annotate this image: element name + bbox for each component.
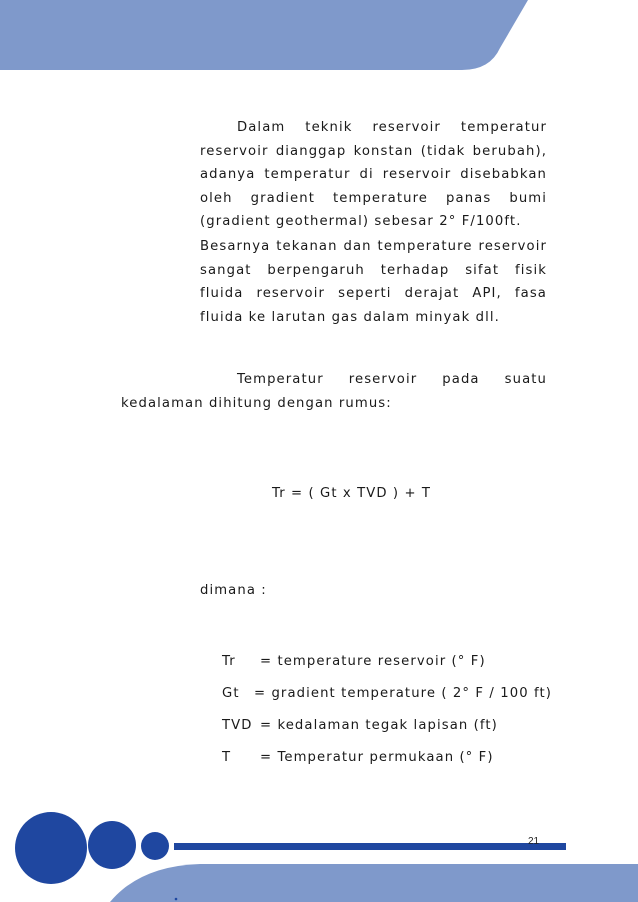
definition-meaning: = kedalaman tegak lapisan (ft) bbox=[260, 717, 498, 733]
definition-row bbox=[222, 677, 552, 709]
definition-symbol: Gt bbox=[222, 685, 240, 701]
definition-row bbox=[222, 709, 552, 741]
where-label: dimana : bbox=[200, 583, 267, 598]
definition-meaning: = temperature reservoir (° F) bbox=[260, 653, 486, 669]
definition-meaning: = gradient temperature ( 2° F / 100 ft) bbox=[254, 685, 552, 701]
paragraph-pressure-temperature-effect: Besarnya tekanan dan temperature reservoir sangat berpengaruh terhadap sifat fisik fluida reservoir seperti derajat API, fasa fluida ke larutan gas dalam minyak dll. bbox=[200, 239, 547, 325]
formula: Tr = ( Gt x TVD ) + T bbox=[272, 486, 432, 501]
page-number: 21 bbox=[528, 836, 540, 847]
paragraph-formula-intro: Temperatur reservoir pada suatu kedalaman dihitung dengan rumus: bbox=[121, 372, 547, 411]
header-banner bbox=[0, 0, 638, 75]
footer-decoration bbox=[0, 800, 638, 902]
paragraph-reservoir-temperature: Dalam teknik reservoir temperatur reservoir dianggap konstan (tidak berubah), adanya temperatur di reservoir disebabkan oleh gradient temperature panas bumi (gradient geothermal) sebesar 2° F/100ft. bbox=[200, 120, 547, 230]
definition-symbol: T bbox=[222, 749, 232, 765]
definition-symbol: TVD bbox=[222, 717, 253, 733]
definition-symbol: Tr bbox=[222, 653, 236, 669]
definition-row bbox=[222, 645, 552, 677]
definition-meaning: = Temperatur permukaan (° F) bbox=[260, 749, 494, 765]
definition-row bbox=[222, 741, 552, 773]
definition-list bbox=[222, 645, 552, 773]
